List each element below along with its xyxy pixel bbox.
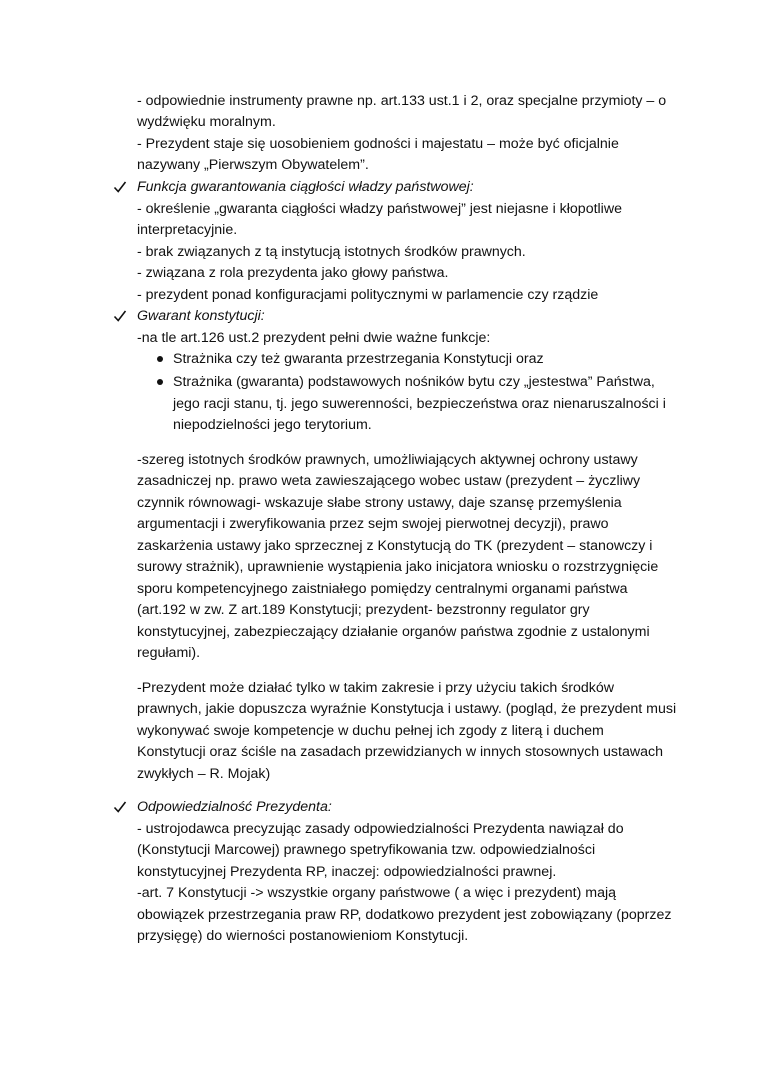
list-item: Strażnika (gwaranta) podstawowych nośników bytu czy „jestestwa” Państwa, — [173, 374, 655, 390]
list-item-continuation: jego racji stanu, tj. jego suwerenności, bezpieczeństwa oraz nienaruszalności i — [173, 396, 666, 412]
section-heading: Funkcja gwarantowania ciągłości władzy państwowej: — [137, 179, 474, 195]
text-line: czynnik równowagi- wskazuje słabe strony ustawy, daje szansę przemyślenia — [137, 495, 622, 511]
text-line: (Konstytucji Marcowej) prawnego spetryfikowania tzw. odpowiedzialności — [137, 842, 596, 858]
text-line: sporu kompetencyjnego zaistniałego pomiędzy centralnymi organami państwa — [137, 581, 628, 597]
text-line: (art.192 w zw. Z art.189 Konstytucji; prezydent- bezstronny regulator gry — [137, 602, 590, 618]
text-line: surowy strażnik), uprawnienie wystąpienia jako inicjatora wniosku o rozstrzygnięcie — [137, 559, 659, 575]
checkmark-icon — [113, 800, 127, 814]
section-heading: Gwarant konstytucji: — [137, 308, 265, 324]
text-line: wydźwięku moralnym. — [137, 114, 276, 130]
text-line: -na tle art.126 ust.2 prezydent pełni dwie ważne funkcje: — [137, 330, 491, 346]
text-line: - określenie „gwaranta ciągłości władzy państwowej” jest niejasne i kłopotliwe — [137, 201, 622, 217]
text-line: zwykłych – R. Mojak) — [137, 766, 271, 782]
text-line: konstytucyjnej Prezydenta RP, inaczej: odpowiedzialności prawnej. — [137, 864, 557, 880]
checkmark-icon — [113, 309, 127, 323]
text-line: -art. 7 Konstytucji -> wszystkie organy państwowe ( a więc i prezydent) mają — [137, 885, 617, 901]
text-line: wykonywać swoje kompetencje w duchu pełnej ich zgody z literą i duchem — [137, 723, 604, 739]
text-line: Konstytucji oraz ściśle na zasadach przewidzianych w innych stosownych ustawach — [137, 744, 663, 760]
list-item-continuation: niepodzielności jego terytorium. — [173, 417, 372, 433]
text-line: przysięgę) do wierności postanowieniom Konstytucji. — [137, 928, 469, 944]
text-line: - prezydent ponad konfiguracjami politycznymi w parlamencie czy rządzie — [137, 287, 599, 303]
checkmark-icon — [113, 180, 127, 194]
text-line: - brak związanych z tą instytucją istotnych środków prawnych. — [137, 244, 526, 260]
text-line: -Prezydent może działać tylko w takim zakresie i przy użyciu takich środków — [137, 680, 615, 696]
text-line: zasadniczej np. prawo weta zawieszającego wobec ustaw (prezydent – życzliwy — [137, 473, 641, 489]
text-line: - Prezydent staje się uosobieniem godności i majestatu – może być oficjalnie — [137, 136, 619, 152]
text-line: obowiązek przestrzegania praw RP, dodatkowo prezydent jest zobowiązany (poprzez — [137, 907, 672, 923]
text-line: zaskarżenia ustawy jako sprzecznej z Konstytucją do TK (prezydent – stanowczy i — [137, 538, 653, 554]
text-line: prawnych, jakie dopuszcza wyraźnie Konstytucja i ustawy. (pogląd, że prezydent musi — [137, 701, 677, 717]
bullet-icon — [157, 356, 163, 362]
text-line: nazywany „Pierwszym Obywatelem”. — [137, 157, 369, 173]
section-heading: Odpowiedzialność Prezydenta: — [137, 799, 332, 815]
list-item: Strażnika czy też gwaranta przestrzegania Konstytucji oraz — [173, 351, 544, 367]
text-line: -szereg istotnych środków prawnych, umożliwiających aktywnej ochrony ustawy — [137, 452, 638, 468]
bullet-icon — [157, 379, 163, 385]
text-line: - związana z rola prezydenta jako głowy państwa. — [137, 265, 449, 281]
text-line: argumentacji i zweryfikowania przez sejm swojej pierwotnej decyzji), prawo — [137, 516, 609, 532]
text-line: konstytucyjnej, zabezpieczający działanie organów państwa zgodnie z ustalonymi — [137, 624, 650, 640]
text-line: - ustrojodawca precyzując zasady odpowiedzialności Prezydenta nawiązał do — [137, 821, 624, 837]
text-line: interpretacyjnie. — [137, 222, 238, 238]
text-line: - odpowiednie instrumenty prawne np. art.133 ust.1 i 2, oraz specjalne przymioty – o — [137, 93, 667, 109]
text-line: regułami). — [137, 645, 201, 661]
